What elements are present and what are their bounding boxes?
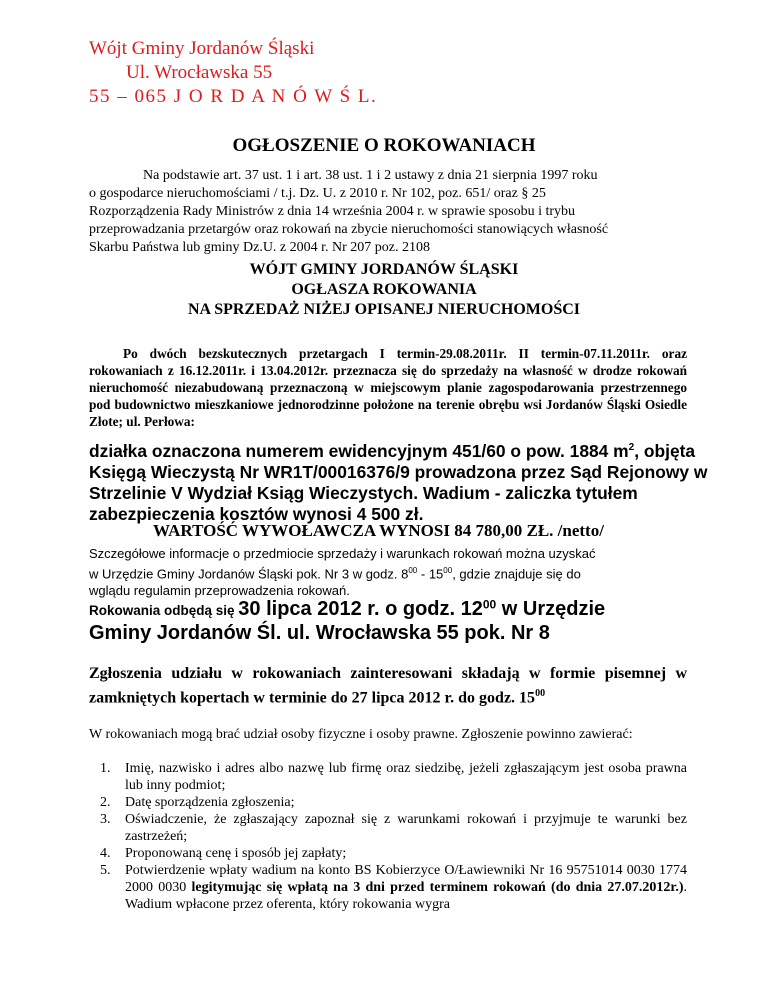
list-item [89,862,687,913]
announcement-heading-line: OGŁASZA ROKOWANIA [291,281,477,298]
negotiation-when: 30 lipca 2012 r. o godz. 12 [238,598,483,620]
list-number: 5. [100,863,111,878]
deadline-text: Zgłoszenia udziału w rokowaniach zainteresowani składają w formie pisemnej w zamkniętych kopertach w terminie do 27 lipca 2012 r. do godz. 15 [89,665,687,707]
letterhead-line-2: Ul. Wrocławska 55 [126,62,273,83]
legal-basis-line: o gospodarce nieruchomościami / t.j. Dz. U. z 2010 r. Nr 102, poz. 651/ oraz § 25 [89,186,546,201]
announcement-heading-line: WÓJT GMINY JORDANÓW ŚLĄSKI [249,261,519,278]
list-text: Imię, nazwisko i adres albo nazwę lub firmę oraz siedzibę, jeżeli zgłaszającym jest osoba prawna lub inny podmiot; [125,761,687,793]
legal-basis [89,167,689,257]
list-item [89,811,687,845]
list-number: 4. [100,846,111,861]
details-line-part: - 15 [417,566,444,582]
legal-basis-line: Na podstawie art. 37 ust. 1 i art. 38 ust. 1 i 2 ustawy z dnia 21 sierpnia 1997 roku [143,168,598,183]
negotiation-address: Gminy Jordanów Śl. ul. Wrocławska 55 pok. Nr 8 [89,622,550,644]
details-line [89,562,689,582]
list-text: Oświadczenie, że zgłaszający zapoznał się z warunkami rokowań i przyjmuje te warunki bez zastrzeżeń; [125,812,687,844]
details-line: Szczegółowe informacje o przedmiocie sprzedaży i warunkach rokowań można uzyskać [89,546,596,561]
hour-superscript: 00 [482,597,497,612]
hour-superscript: 00 [443,566,453,575]
legal-basis-line: Skarbu Państwa lub gminy Dz.U. z 2004 r. Nr 207 poz. 2108 [89,240,431,255]
details-line-part: , gdzie znajduje się do [452,566,581,582]
sale-paragraph-text: Po dwóch bezskutecznych przetargach I termin-29.08.2011r. II termin-07.11.2011r. oraz rokowaniach z 16.12.2011r. i 13.04.2012r. przeznacza się do sprzedaży na własność w drodze rokowań nieruchomość niezabudowaną przeznaczoną w miejscowym planie zagospodarowania przestrzennego pod budownictwo mieszkaniowe jednorodzinne położone na terenie obrębu wsi Jordanów Śląski Osiedle Złote; ul. Perłowa: [89,346,687,429]
negotiation-where: w Urzędzie [496,598,606,620]
legal-basis-line: Rozporządzenia Rady Ministrów z dnia 14 września 2004 r. w sprawie sposobu i trybu [89,204,576,219]
letterhead [89,37,377,109]
announcement-heading-line: NA SPRZEDAŻ NIŻEJ OPISANEJ NIERUCHOMOŚCI [187,301,581,318]
letterhead-line-3: 55 – 065 J O R D A N Ó W Ś L. [89,86,378,107]
parcel-text-2: , objęta Księgą Wieczystą Nr WR1T/00016376/9 prowadzona przez Sąd Rejonowy w Strzelinie V Wydział Ksiąg Wieczystych. Wadium - zaliczka tytułem zabezpieczenia kosztów wynosi 4 500 zł. [89,440,708,524]
eligibility-text: W rokowaniach mogą brać udział osoby fizyczne i osoby prawne. Zgłoszenie powinno zawierać: [89,727,633,742]
area-superscript: 2 [628,442,635,453]
list-text: Proponowaną cenę i sposób jej zapłaty; [125,846,347,861]
application-deadline [89,664,687,708]
details-info [89,545,689,599]
list-number: 3. [100,812,111,827]
negotiation-date [89,597,729,645]
list-number: 2. [100,795,111,810]
details-line: wglądu regulamin przeprowadzenia rokowań. [89,583,350,599]
parcel-text: działka oznaczona numerem ewidencyjnym 451/60 o pow. 1884 m [89,440,629,461]
requirements-list [89,760,687,913]
starting-price: WARTOŚĆ WYWOŁAWCZA WYNOSI 84 780,00 ZŁ. /netto/ [153,521,604,540]
legal-basis-line: przeprowadzania przetargów oraz rokowań na zbycie nieruchomości stanowiących własność [89,222,609,237]
hour-superscript: 00 [408,566,418,575]
parcel-description [89,437,709,525]
letterhead-line-1: Wójt Gminy Jordanów Śląski [89,38,315,59]
list-text: . Wadium wpłacone przez oferenta, który rokowania wygra [125,880,688,912]
sale-paragraph [89,345,687,430]
list-text: Datę sporządzenia zgłoszenia; [125,795,295,810]
list-text: Potwierdzenie wpłaty wadium na konto BS Kobierzyce O/Ławiewniki Nr 16 95751014 0030 1774 2000 0030 [125,863,687,895]
page-title: OGŁOSZENIE O ROKOWANIACH [232,135,536,156]
list-number: 1. [100,761,111,776]
list-item [89,794,687,811]
list-item [89,845,687,862]
list-item [89,760,687,794]
details-line-part: w Urzędzie Gminy Jordanów Śląski pok. Nr 3 w godz. 8 [89,566,409,582]
hour-superscript: 00 [535,688,546,699]
list-text-bold: legitymując się wpłatą na 3 dni przed terminem rokowań (do dnia 27.07.2012r.) [191,880,684,895]
announcement-heading [0,260,768,320]
negotiation-lead: Rokowania odbędą się [89,603,239,618]
